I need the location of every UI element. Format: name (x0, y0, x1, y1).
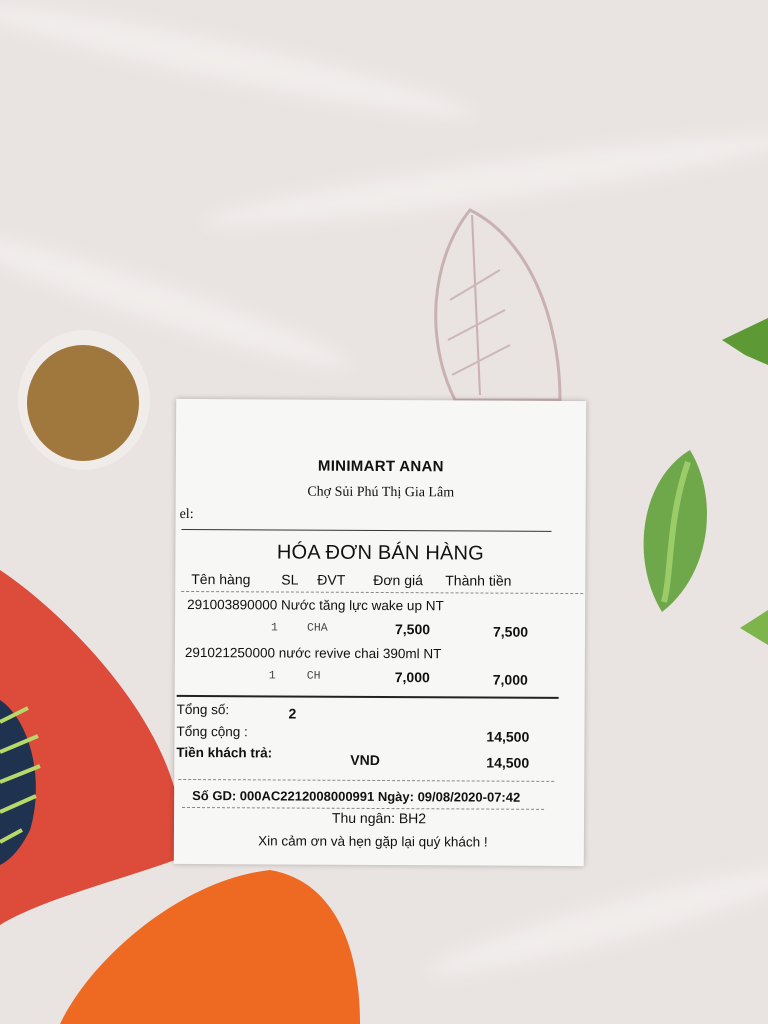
divider (177, 695, 559, 699)
total-count: 2 (288, 705, 297, 722)
sales-receipt (174, 399, 586, 866)
col-header-unit: ĐVT (317, 571, 346, 588)
invoice-title: HÓA ĐƠN BÁN HÀNG (276, 541, 485, 565)
total-count-label: Tổng số: (176, 701, 230, 718)
currency: VND (350, 751, 380, 769)
col-header-amount: Thành tiền (445, 572, 512, 589)
transaction-line: Số GD: 000AC2212008000991 Ngày: 09/08/2020-07:42 (192, 788, 521, 805)
grand-total: 14,500 (486, 728, 530, 745)
item-description: 291003890000 Nước tăng lực wake up NT (187, 596, 444, 614)
store-name: MINIMART ANAN (317, 457, 444, 476)
col-header-qty: SL (281, 571, 299, 588)
item-unit: CHA (306, 621, 328, 635)
tel-label: el: (179, 506, 194, 523)
divider (178, 779, 554, 782)
item-amount: 7,000 (492, 671, 528, 688)
divider (182, 529, 552, 532)
store-address: Chợ Sủi Phú Thị Gia Lâm (307, 484, 455, 501)
item-price: 7,500 (394, 621, 431, 638)
item-qty: 1 (268, 669, 276, 683)
paid-label: Tiền khách trả: (176, 744, 273, 761)
item-amount: 7,500 (492, 623, 529, 640)
col-header-price: Đơn giá (373, 571, 423, 589)
header-divider (181, 591, 583, 594)
item-description: 291021250000 nước revive chai 390ml NT (184, 644, 442, 662)
grand-total-label: Tổng cộng : (176, 723, 248, 740)
paid-amount: 14,500 (486, 754, 530, 771)
col-header-name: Tên hàng (191, 571, 251, 588)
item-unit: CH (306, 669, 321, 683)
thanks-message: Xin cảm ơn và hẹn gặp lại quý khách ! (258, 833, 488, 850)
cashier-line: Thu ngân: BH2 (331, 809, 427, 827)
item-qty: 1 (270, 621, 278, 635)
item-price: 7,000 (394, 669, 430, 686)
